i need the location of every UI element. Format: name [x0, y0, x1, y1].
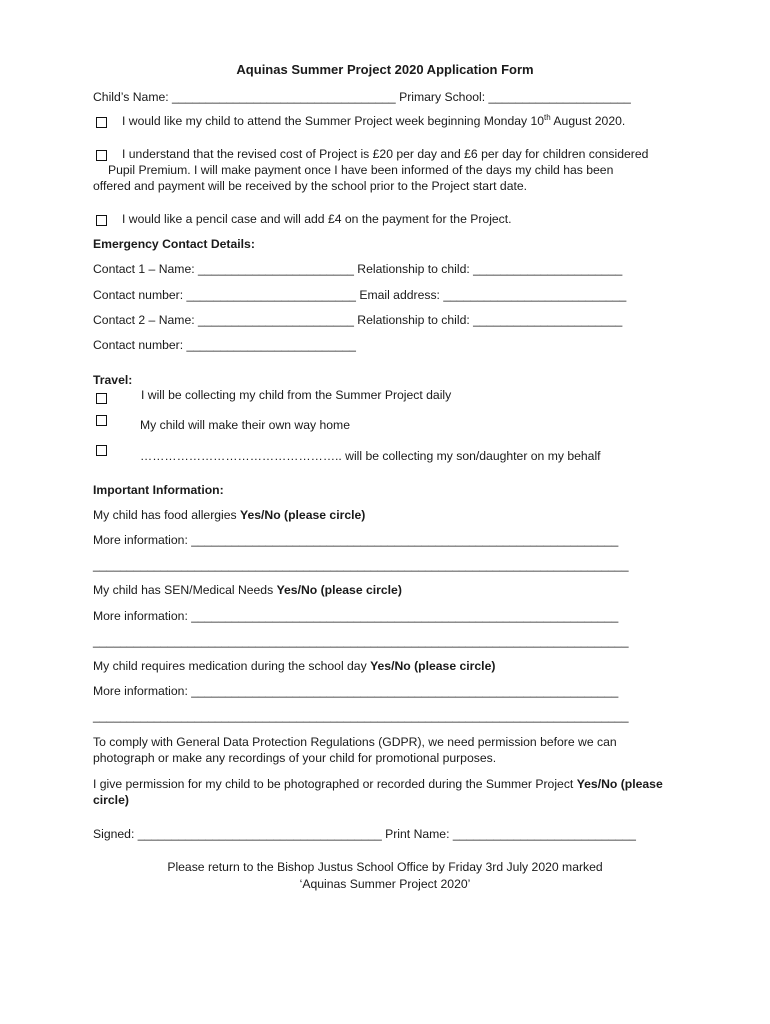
- sen-blank-line[interactable]: _______________________________________________________________________________: [93, 634, 629, 648]
- travel-other-label[interactable]: ………………………………………….. will be collecting my son/daughter on my behalf: [140, 449, 601, 463]
- medication-question: My child requires medication during the school day Yes/No (please circle): [93, 659, 496, 673]
- form-title: Aquinas Summer Project 2020 Application Form: [236, 62, 534, 77]
- allergies-question: My child has food allergies Yes/No (please circle): [93, 508, 366, 522]
- sen-more-info-field[interactable]: More information: _______________________________________________________________: [93, 609, 619, 623]
- allergies-blank-line[interactable]: _______________________________________________________________________________: [93, 558, 629, 572]
- important-info-heading: Important Information:: [93, 483, 224, 497]
- travel-heading: Travel:: [93, 373, 133, 387]
- photo-permission-line: I give permission for my child to be photographed or recorded during the Summer Project Yes/No (please: [93, 777, 663, 791]
- allergies-more-info-field[interactable]: More information: _______________________________________________________________: [93, 533, 619, 547]
- allergies-yes-no[interactable]: Yes/No (please circle): [240, 508, 366, 522]
- medication-more-info-field[interactable]: More information: _______________________________________________________________: [93, 684, 619, 698]
- emergency-contact-heading: Emergency Contact Details:: [93, 237, 255, 251]
- photo-permission-choice-cont: circle): [93, 793, 129, 807]
- travel-own-way-label: My child will make their own way home: [140, 418, 350, 432]
- travel-collect-label: I will be collecting my child from the Summer Project daily: [141, 388, 452, 402]
- gdpr-line-1: To comply with General Data Protection Regulations (GDPR), we need permission before we can: [93, 735, 617, 749]
- sen-yes-no[interactable]: Yes/No (please circle): [276, 583, 402, 597]
- gdpr-line-2: photograph or make any recordings of your child for promotional purposes.: [93, 751, 497, 765]
- footer-marked-label: ‘Aquinas Summer Project 2020’: [299, 877, 471, 891]
- contact2-number-field[interactable]: Contact number: _________________________: [93, 338, 356, 352]
- cost-agreement-checkbox[interactable]: [96, 150, 107, 161]
- pencil-case-checkbox[interactable]: [96, 215, 107, 226]
- sen-question: My child has SEN/Medical Needs Yes/No (please circle): [93, 583, 402, 597]
- cost-agreement-line-2: Pupil Premium. I will make payment once I have been informed of the days my child has been: [108, 163, 614, 177]
- travel-collect-checkbox[interactable]: [96, 393, 107, 404]
- signature-print-name-field[interactable]: Signed: ____________________________________ Print Name: ___________________________: [93, 827, 636, 841]
- medication-yes-no[interactable]: Yes/No (please circle): [370, 659, 496, 673]
- contact2-name-field[interactable]: Contact 2 – Name: _______________________ Relationship to child: ______________________: [93, 313, 623, 327]
- attend-week-label: I would like my child to attend the Summer Project week beginning Monday 10th August 2020.: [122, 112, 626, 128]
- footer-return-instructions: Please return to the Bishop Justus School Office by Friday 3rd July 2020 marked: [167, 860, 603, 874]
- attend-week-checkbox[interactable]: [96, 117, 107, 128]
- photo-permission-yes-no[interactable]: Yes/No (please: [576, 777, 663, 791]
- cost-agreement-line-1: I understand that the revised cost of Project is £20 per day and £6 per day for children considered: [122, 147, 649, 161]
- contact1-number-email-field[interactable]: Contact number: _________________________ Email address: ___________________________: [93, 288, 627, 302]
- child-name-school-field[interactable]: Child’s Name: _________________________________ Primary School: _____________________: [93, 90, 631, 104]
- travel-other-checkbox[interactable]: [96, 445, 107, 456]
- cost-agreement-line-3: offered and payment will be received by the school prior to the Project start date.: [93, 179, 528, 193]
- pencil-case-label: I would like a pencil case and will add £4 on the payment for the Project.: [122, 212, 512, 226]
- travel-own-way-checkbox[interactable]: [96, 415, 107, 426]
- medication-blank-line[interactable]: _______________________________________________________________________________: [93, 709, 629, 723]
- contact1-name-field[interactable]: Contact 1 – Name: _______________________ Relationship to child: ______________________: [93, 262, 623, 276]
